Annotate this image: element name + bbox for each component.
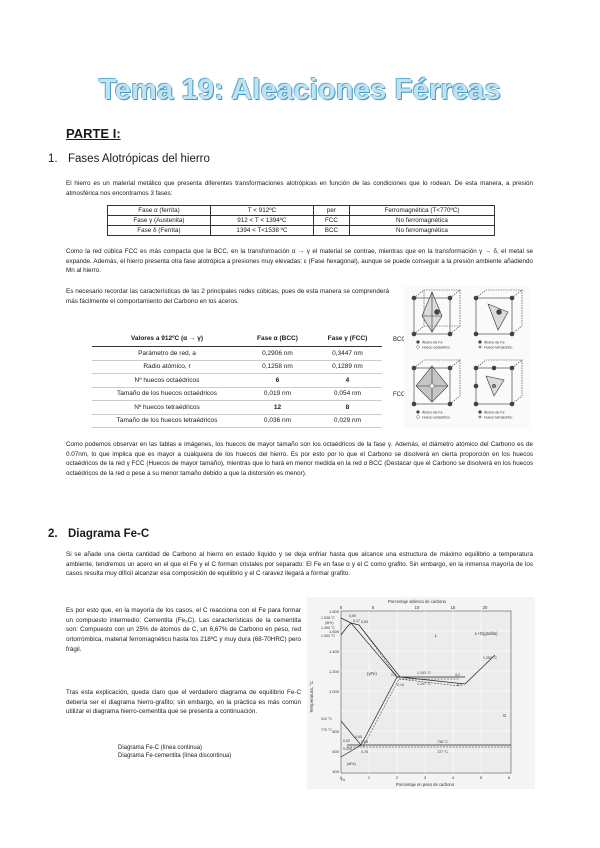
point-label: 0,76 (361, 750, 368, 754)
legend-oct-text: Hueco octaédrico (422, 415, 450, 420)
table-row (92, 360, 382, 374)
temp-label: 727 °C (437, 750, 449, 754)
table-cell: 0,3447 nm (313, 347, 382, 361)
table-cell: 0,2906 nm (242, 347, 313, 361)
section1-para4: Como podemos observar en las tablas e imágenes, los huecos de mayor tamaño son los octaédricos de la fase γ. Además, el diámetro atómico del Carbono es de 0.07nm, lo que implica que es mayor a cualquiera de los huecos del hierro. Es por esto por lo que el Carbono se disolverá en cierta proporción en los huecos octaédricos de la red γ FCC (Huecos de mayor tamaño), mientras que lo hará en menor medida en la red α BCC (Destacar que el Carbono se disolverá en los huecos octaédricos de la red α pese a su menor tamaño debido a que la distorsión es menor). (66, 441, 533, 478)
section1-title: Fases Alotrópicas del hierro (68, 153, 210, 165)
bottom-axis-label: Porcentaje en peso de carbono (395, 782, 455, 787)
temp-label: 738 °C (437, 740, 449, 744)
section2-title: Diagrama Fe-C (68, 528, 150, 540)
legend-tet-text: Hueco tetraédrico (484, 345, 513, 350)
left-label: 1.538 °C (321, 616, 336, 620)
table-cell: Ferromagnética (T<770ºC) (349, 206, 494, 216)
fcc-tetrahedral-cell (474, 360, 522, 406)
temp-label: 1.153 °C (417, 671, 432, 675)
table-cell: T < 912ºC (210, 206, 313, 216)
table-cell: 0,019 nm (242, 387, 313, 401)
point-label: 2,14 (397, 683, 404, 687)
legend-oct-icon (417, 346, 420, 349)
top-tick: 5 (371, 605, 375, 610)
table-cell: Fase α (ferrita) (108, 206, 211, 216)
section2-para1: Si se añade una cierta cantidad de Carbono al hierro en estado líquido y se deja enfriar hasta que alcance una estructura de máximo equilibrio a temperatura ambiente, tendremos un acero en el que el Fe y el C forman cristales por separado: El Fe en fase α y el C como grafito. Sin embargo, en la inmensa mayoría de los casos resulta muy difícil alcanzar esa composición de equilibrio y el C raravez llegará a formar grafito. (66, 551, 533, 578)
table-cell: 912 < T < 1394ºC (210, 216, 313, 226)
legend-tet-text: Hueco tetraédrico (484, 415, 513, 420)
left-label: 770 °C (321, 728, 333, 732)
table-cell: Nº huecos octaédricos (92, 374, 242, 388)
y-tick: 800 (332, 729, 339, 734)
table-row (92, 414, 382, 428)
bottom-tick: 0 (339, 775, 343, 780)
table-cell: 6 (242, 374, 313, 388)
region-label: L (435, 633, 438, 638)
fe-c-phase-diagram (307, 597, 535, 789)
table-row (108, 226, 495, 236)
fcc-label: FCC (393, 392, 406, 398)
lattice-figure (404, 286, 530, 428)
bottom-tick: 2 (395, 775, 399, 780)
top-tick: 20 (482, 605, 488, 610)
table-cell: Parámetro de red, a (92, 347, 242, 361)
section1-para3: Es necesario recordar las características de las 2 principales redes cúbicas, pues de esta manera se comprenderá más fácilmente el comportamiento del Carbono en los aceros. (66, 288, 389, 305)
legend-atom-text: Átomo de Fe (422, 340, 443, 345)
top-tick: 15 (450, 605, 456, 610)
table-header-row (92, 330, 382, 347)
top-axis-label: Porcentaje atómico de carbono (388, 599, 446, 604)
point-label: 0,53 (361, 620, 368, 624)
y-tick: 1.600 (328, 629, 339, 634)
table-cell: Fase γ (Austenita) (108, 216, 211, 226)
legend-atom-text: Átomo de Fe (484, 340, 505, 345)
table-cell: 1394 < T<1538 ºC (210, 226, 313, 236)
table-cell: 0,1258 nm (242, 360, 313, 374)
table-cell: 4 (313, 374, 382, 388)
table-cell: Tamaño de los huecos tetraédricos (92, 414, 242, 428)
table-row (92, 401, 382, 415)
fcc-octahedral-cell (412, 360, 460, 406)
region-label: G (503, 713, 507, 718)
table-row (92, 374, 382, 388)
legend-atom-icon (416, 340, 419, 343)
legend-atom-text: Átomo de Fe (484, 410, 505, 415)
table-cell: Tamaño de los huecos octaédricos (92, 387, 242, 401)
table-cell: No ferromagnética (349, 226, 494, 236)
legend-top (416, 340, 512, 349)
bottom-tick: 5 (479, 775, 483, 780)
bcc-octahedral-cell (412, 290, 460, 336)
left-label: 1.495 °C (321, 626, 336, 630)
y-tick: 1.200 (328, 669, 339, 674)
section2-para3: Tras esta explicación, queda claro que el verdadero diagrama de equilibrio Fe-C debería ser el diagrama hierro-grafito; sin embargo, en la práctica es más común utilizar el diagrama hierro-cementita que se presenta a continuación. (66, 689, 301, 716)
table-row (108, 206, 495, 216)
table-cell: 0,054 nm (313, 387, 382, 401)
table-header: Fase α (BCC) (242, 330, 313, 347)
bcc-tetrahedral-cell (474, 290, 522, 336)
bottom-tick: 6 (507, 775, 511, 780)
table-cell: 12 (242, 401, 313, 415)
point-label: 0,02 (343, 739, 350, 743)
y-tick: 1.800 (328, 609, 339, 614)
table-header: Valores a 912ºC (α → γ) (92, 330, 242, 347)
section2-number: 2. (48, 528, 58, 540)
section1-heading (48, 153, 210, 165)
table-cell: 0,036 nm (242, 414, 313, 428)
point-label: 0,65 (355, 735, 362, 739)
point-label: 2,1 (391, 673, 396, 677)
table-row (92, 387, 382, 401)
temp-label: 1.147 °C (417, 682, 432, 686)
caption-fe-c: Diagrama Fe-C (línea continua) (118, 745, 203, 751)
table-cell: BCC (313, 226, 349, 236)
table-cell: 0,029 nm (313, 414, 382, 428)
y-axis-label: Temperatura, °C (309, 680, 314, 714)
y-tick: 400 (332, 769, 339, 774)
section2-heading (48, 528, 149, 540)
bottom-tick: 1 (367, 775, 371, 780)
bottom-tick: 3 (423, 775, 427, 780)
region-label: (γFe) (367, 671, 377, 676)
y-tick: 1.400 (328, 649, 339, 654)
caption-fe-cementite: Diagrama Fe-cementita (línea discontinua) (118, 753, 232, 759)
legend-atom-text: Átomo de Fe (422, 410, 443, 415)
table-header: Fase γ (FCC) (313, 330, 382, 347)
table-cell: Fase δ (Ferrita) (108, 226, 211, 236)
table-cell: Radio atómico, r (92, 360, 242, 374)
table-cell: per (313, 206, 349, 216)
table-row (92, 347, 382, 361)
phases-table (107, 205, 495, 236)
legend-bottom (416, 410, 512, 419)
bcc-label: BCC (393, 337, 406, 343)
point-label: 0,09 (349, 614, 356, 618)
page-title: Tema 19: Aleaciones Férreas (99, 74, 501, 106)
legend-oct-text: Hueco octaédrico (422, 345, 450, 350)
section2-para2: Es por esto que, en la mayoría de los casos, el C reacciona con el Fe para formar un compuesto intermedio: Cementita (Fe₃C). Las características de la cementita son: Compuesto con un 25% de átomos de C, un 6,67% de Carbono en peso, red ortorrómbica, material ferromagnético hasta los 218ºC y muy dura (68-70HRC) pero frágil. (66, 607, 301, 653)
left-label: 912 °C (321, 717, 333, 721)
lattice-values-table (92, 330, 382, 428)
part-heading: PARTE I: (66, 126, 121, 141)
point-label: 4,3 (457, 683, 462, 687)
y-tick: 1.000 (328, 689, 339, 694)
section1-para2: Como la red cúbica FCC es más compacta que la BCC, en la transformación α → γ el material se contrae, mientras que en la transformación γ → δ, el metal se expande. Además, el hierro presenta otra fase alotrópica a presiones muy elevadas: ε (Fase hexagonal), aunque se puede conseguir a la presión ambiente añadiendo Mn al hierro. (66, 248, 533, 275)
table-cell: Nº huecos tetraédricos (92, 401, 242, 415)
section1-intro: El hierro es un material metálico que presenta diferentes transformaciones alotrópicas en función de las condiciones que lo rodean. De esta manera, a presión atmosférica nos encontramos 3 fases: (66, 180, 533, 197)
table-cell: 0,1289 nm (313, 360, 382, 374)
table-cell: FCC (313, 216, 349, 226)
left-label: (αFe) (347, 762, 356, 766)
y-tick: 600 (332, 749, 339, 754)
top-tick: 10 (414, 605, 420, 610)
left-label: (δFe) (325, 621, 334, 625)
point-label: 0,68 (361, 740, 368, 744)
point-label: 4,2 (455, 673, 460, 677)
point-label: 0,022 (343, 747, 352, 751)
table-row (108, 216, 495, 226)
region-label: L+G(grafito) (475, 631, 498, 636)
table-cell: No ferromagnética (349, 216, 494, 226)
top-tick: 0 (339, 605, 343, 610)
table-cell: 8 (313, 401, 382, 415)
left-label: Fe (341, 778, 346, 782)
temp-label: 1.252 °C (483, 656, 498, 660)
section1-number: 1. (48, 153, 58, 165)
bottom-tick: 4 (451, 775, 455, 780)
point-label: 0,17 (353, 619, 360, 623)
left-label: 1.394 °C (321, 634, 336, 638)
